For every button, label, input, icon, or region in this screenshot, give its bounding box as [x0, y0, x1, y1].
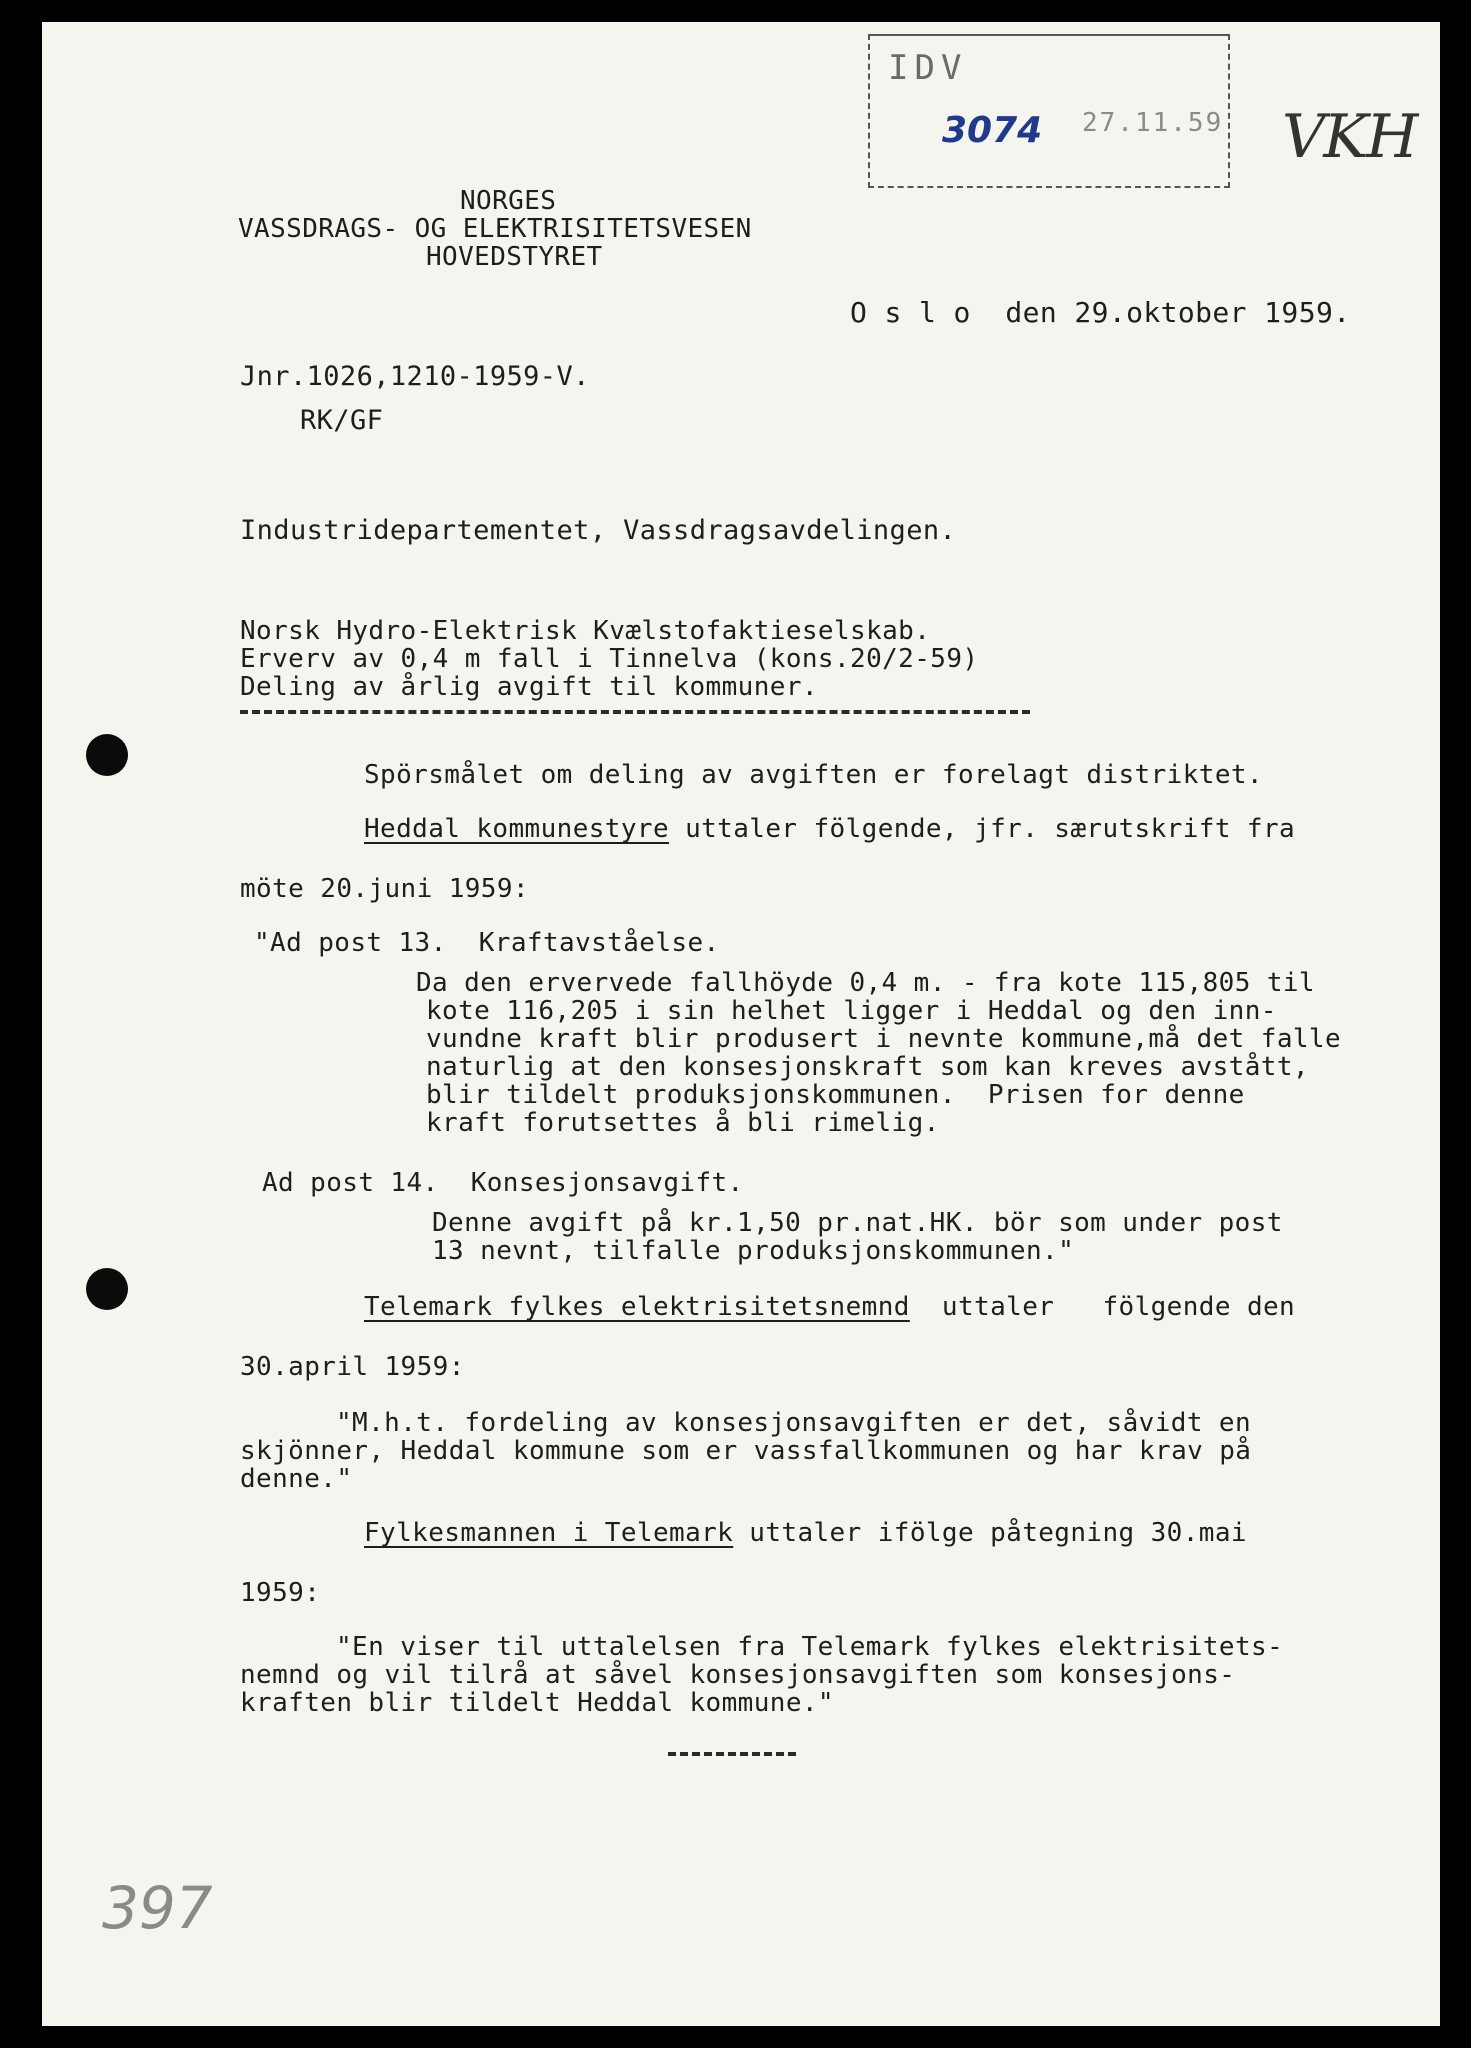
intro-paragraph: Spörsmålet om deling av avgiften er forelagt distriktet.: [364, 760, 1263, 790]
punch-hole: [86, 1268, 128, 1310]
letterhead-line-3: HOVEDSTYRET: [426, 242, 603, 272]
subject-line-3: Deling av årlig avgift til kommuner.: [240, 672, 818, 702]
fylkesmann-paragraph: Fylkesmannen i Telemark uttaler ifölge påtegning 30.mai: [364, 1518, 1247, 1548]
telemark-paragraph: Telemark fylkes elektrisitetsnemnd uttaler fölgende den: [364, 1292, 1296, 1322]
telemark-name: Telemark fylkes elektrisitetsnemnd: [364, 1292, 910, 1322]
handwritten-page-number: 397: [102, 1874, 213, 1942]
telemark-quote-line: denne.": [240, 1464, 353, 1494]
telemark-date: 30.april 1959:: [240, 1352, 465, 1382]
heddal-paragraph: Heddal kommunestyre uttaler fölgende, jfr. særutskrift fra: [364, 814, 1296, 844]
post14-line: Denne avgift på kr.1,50 pr.nat.HK. bör som under post: [432, 1208, 1283, 1238]
fylkesmann-quote-line: kraften blir tildelt Heddal kommune.": [240, 1688, 834, 1718]
post13-line: kraft forutsettes å bli rimelig.: [426, 1108, 940, 1138]
fylkesmann-date: 1959:: [240, 1578, 321, 1608]
subject-line-1: Norsk Hydro-Elektrisk Kvælstofaktieselskab.: [240, 616, 931, 646]
subject-line-2: Erverv av 0,4 m fall i Tinnelva (kons.20/2-59): [240, 644, 979, 674]
post14-line: 13 nevnt, tilfalle produksjonskommunen.": [432, 1236, 1075, 1266]
telemark-quote-line: skjönner, Heddal kommune som er vassfallkommunen og har krav på: [240, 1436, 1252, 1466]
heddal-meeting-date: möte 20.juni 1959:: [240, 874, 529, 904]
reference-initials: RK/GF: [300, 405, 384, 436]
post13-line: blir tildelt produksjonskommunen. Prisen for denne: [426, 1080, 1245, 1110]
post14-heading: Ad post 14. Konsesjonsavgift.: [262, 1168, 744, 1198]
telemark-quote-line: "M.h.t. fordeling av konsesjonsavgiften er det, såvidt en: [336, 1408, 1252, 1438]
recipient: Industridepartementet, Vassdragsavdelingen.: [240, 515, 957, 546]
place-date: O s l o den 29.oktober 1959.: [850, 296, 1351, 329]
letterhead-line-1: NORGES: [460, 186, 557, 216]
handwritten-initials: VKH: [1282, 102, 1417, 172]
punch-hole: [86, 734, 128, 776]
post13-line: kote 116,205 i sin helhet ligger i Heddal og den inn-: [426, 996, 1277, 1026]
stamp-date: 27.11.59: [1082, 108, 1224, 138]
document-page: [42, 22, 1440, 2026]
heddal-name: Heddal kommunestyre: [364, 814, 670, 844]
received-stamp: [868, 34, 1230, 188]
stamp-number: 3074: [942, 110, 1043, 151]
subject-rule: [240, 710, 1030, 714]
fylkesmann-quote-line: "En viser til uttalelsen fra Telemark fylkes elektrisitets-: [336, 1632, 1284, 1662]
post13-line: vundne kraft blir produsert i nevnte kommune,må det falle: [426, 1024, 1342, 1054]
closing-rule: [668, 1752, 796, 1756]
fylkesmann-name: Fylkesmannen i Telemark: [364, 1518, 734, 1548]
letterhead-line-2: VASSDRAGS- OG ELEKTRISITETSVESEN: [238, 214, 752, 244]
post13-heading: "Ad post 13. Kraftavståelse.: [254, 928, 720, 958]
stamp-code: IDV: [888, 48, 968, 88]
fylkesmann-quote-line: nemnd og vil tilrå at såvel konsesjonsavgiften som konsesjons-: [240, 1660, 1236, 1690]
post13-line: Da den ervervede fallhöyde 0,4 m. - fra kote 115,805 til: [416, 968, 1315, 998]
journal-number: Jnr.1026,1210-1959-V.: [240, 361, 590, 392]
post13-line: naturlig at den konsesjonskraft som kan kreves avstått,: [426, 1052, 1309, 1082]
